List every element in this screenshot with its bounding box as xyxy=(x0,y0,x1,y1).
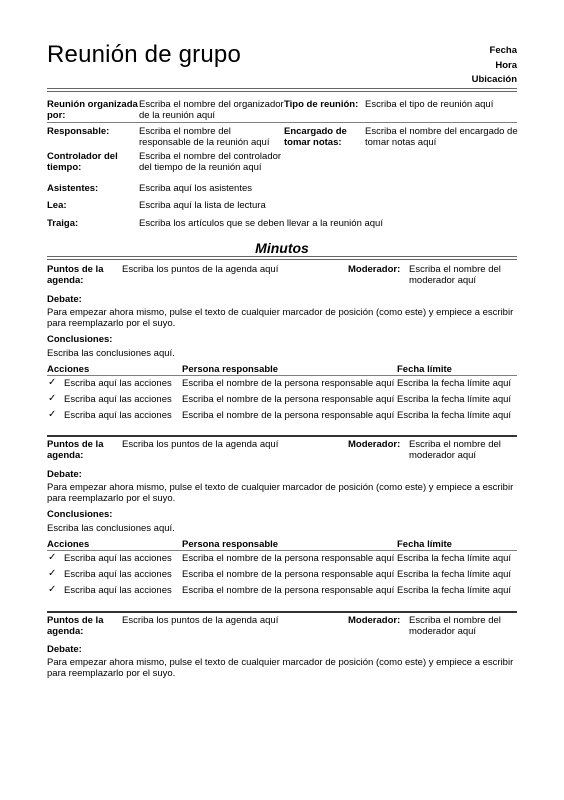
table-header-divider xyxy=(47,375,517,376)
meeting-type-value[interactable]: Escriba el tipo de reunión aquí xyxy=(365,99,494,110)
actions-header: Acciones xyxy=(47,539,90,550)
checkmark-icon: ✓ xyxy=(48,377,57,388)
location-field[interactable]: Ubicación xyxy=(471,74,517,85)
person-cell[interactable]: Escriba el nombre de la persona responsable aquí xyxy=(182,553,395,564)
timekeeper-value[interactable]: Escriba el nombre del controlador del tiempo de la reunión aquí xyxy=(139,151,282,173)
info-divider xyxy=(47,122,517,123)
action-cell[interactable]: Escriba aquí las acciones xyxy=(64,585,172,596)
attendees-label: Asistentes: xyxy=(47,183,99,194)
action-cell[interactable]: Escriba aquí las acciones xyxy=(64,553,172,564)
conclusions-label: Conclusiones: xyxy=(47,334,113,345)
checkmark-icon: ✓ xyxy=(48,409,57,420)
action-cell[interactable]: Escriba aquí las acciones xyxy=(64,394,172,405)
reading-label: Lea: xyxy=(47,200,67,211)
checkmark-icon: ✓ xyxy=(48,584,57,595)
responsible-value[interactable]: Escriba el nombre del responsable de la reunión aquí xyxy=(139,126,270,148)
note-taker-label: Encargado de tomar notas: xyxy=(284,126,347,148)
organizer-label: Reunión organizada por: xyxy=(47,99,138,121)
table-header-divider xyxy=(47,550,517,551)
due-date-header: Fecha límite xyxy=(397,364,452,375)
conclusions-text[interactable]: Escriba las conclusiones aquí. xyxy=(47,348,175,359)
checkmark-icon: ✓ xyxy=(48,552,57,563)
organizer-value[interactable]: Escriba el nombre del organizador de la reunión aquí xyxy=(139,99,284,121)
note-taker-value[interactable]: Escriba el nombre del encargado de tomar notas aquí xyxy=(365,126,518,148)
page-title[interactable]: Reunión de grupo xyxy=(47,41,242,68)
agenda-value[interactable]: Escriba los puntos de la agenda aquí xyxy=(122,615,279,626)
time-field[interactable]: Hora xyxy=(495,60,517,71)
responsible-person-header: Persona responsable xyxy=(182,539,279,550)
debate-label: Debate: xyxy=(47,294,82,305)
checkmark-icon: ✓ xyxy=(48,393,57,404)
due-date-cell[interactable]: Escriba la fecha límite aquí xyxy=(397,553,512,564)
moderator-label: Moderador: xyxy=(348,615,401,626)
agenda-label: Puntos de la agenda: xyxy=(47,615,104,637)
reading-value[interactable]: Escriba aquí la lista de lectura xyxy=(139,200,266,211)
agenda-label: Puntos de la agenda: xyxy=(47,264,104,286)
person-cell[interactable]: Escriba el nombre de la persona responsable aquí xyxy=(182,394,395,405)
debate-text[interactable]: Para empezar ahora mismo, pulse el texto de cualquier marcador de posición (como este) y empiece a escribir para reemplazarlo por el suyo. xyxy=(47,307,514,329)
debate-text[interactable]: Para empezar ahora mismo, pulse el texto de cualquier marcador de posición (como este) y empiece a escribir para reemplazarlo por el suyo. xyxy=(47,482,514,504)
moderator-value[interactable]: Escriba el nombre del moderador aquí xyxy=(409,615,501,637)
timekeeper-label: Controlador del tiempo: xyxy=(47,151,118,173)
person-cell[interactable]: Escriba el nombre de la persona responsable aquí xyxy=(182,410,395,421)
meeting-type-label: Tipo de reunión: xyxy=(284,99,359,110)
due-date-header: Fecha límite xyxy=(397,539,452,550)
debate-text[interactable]: Para empezar ahora mismo, pulse el texto de cualquier marcador de posición (como este) y empiece a escribir para reemplazarlo por el suyo. xyxy=(47,657,514,679)
person-cell[interactable]: Escriba el nombre de la persona responsable aquí xyxy=(182,378,395,389)
due-date-cell[interactable]: Escriba la fecha límite aquí xyxy=(397,585,512,596)
item-divider xyxy=(47,611,517,613)
responsible-person-header: Persona responsable xyxy=(182,364,279,375)
moderator-label: Moderador: xyxy=(348,264,401,275)
checkmark-icon: ✓ xyxy=(48,568,57,579)
responsible-label: Responsable: xyxy=(47,126,110,137)
attendees-value[interactable]: Escriba aquí los asistentes xyxy=(139,183,253,194)
agenda-label: Puntos de la agenda: xyxy=(47,439,104,461)
moderator-label: Moderador: xyxy=(348,439,401,450)
due-date-cell[interactable]: Escriba la fecha límite aquí xyxy=(397,569,512,580)
minutes-heading: Minutos xyxy=(255,240,309,256)
action-cell[interactable]: Escriba aquí las acciones xyxy=(64,410,172,421)
agenda-value[interactable]: Escriba los puntos de la agenda aquí xyxy=(122,439,279,450)
due-date-cell[interactable]: Escriba la fecha límite aquí xyxy=(397,394,512,405)
debate-label: Debate: xyxy=(47,469,82,480)
debate-label: Debate: xyxy=(47,644,82,655)
date-field[interactable]: Fecha xyxy=(489,45,517,56)
bring-value[interactable]: Escriba los artículos que se deben llevar a la reunión aquí xyxy=(139,218,383,229)
due-date-cell[interactable]: Escriba la fecha límite aquí xyxy=(397,378,512,389)
person-cell[interactable]: Escriba el nombre de la persona responsable aquí xyxy=(182,569,395,580)
item-divider xyxy=(47,435,517,437)
action-cell[interactable]: Escriba aquí las acciones xyxy=(64,378,172,389)
actions-header: Acciones xyxy=(47,364,90,375)
action-cell[interactable]: Escriba aquí las acciones xyxy=(64,569,172,580)
bring-label: Traiga: xyxy=(47,218,79,229)
agenda-value[interactable]: Escriba los puntos de la agenda aquí xyxy=(122,264,279,275)
moderator-value[interactable]: Escriba el nombre del moderador aquí xyxy=(409,264,501,286)
person-cell[interactable]: Escriba el nombre de la persona responsable aquí xyxy=(182,585,395,596)
header-divider xyxy=(47,88,517,92)
conclusions-label: Conclusiones: xyxy=(47,509,113,520)
conclusions-text[interactable]: Escriba las conclusiones aquí. xyxy=(47,523,175,534)
moderator-value[interactable]: Escriba el nombre del moderador aquí xyxy=(409,439,501,461)
minutes-divider xyxy=(47,256,517,260)
due-date-cell[interactable]: Escriba la fecha límite aquí xyxy=(397,410,512,421)
